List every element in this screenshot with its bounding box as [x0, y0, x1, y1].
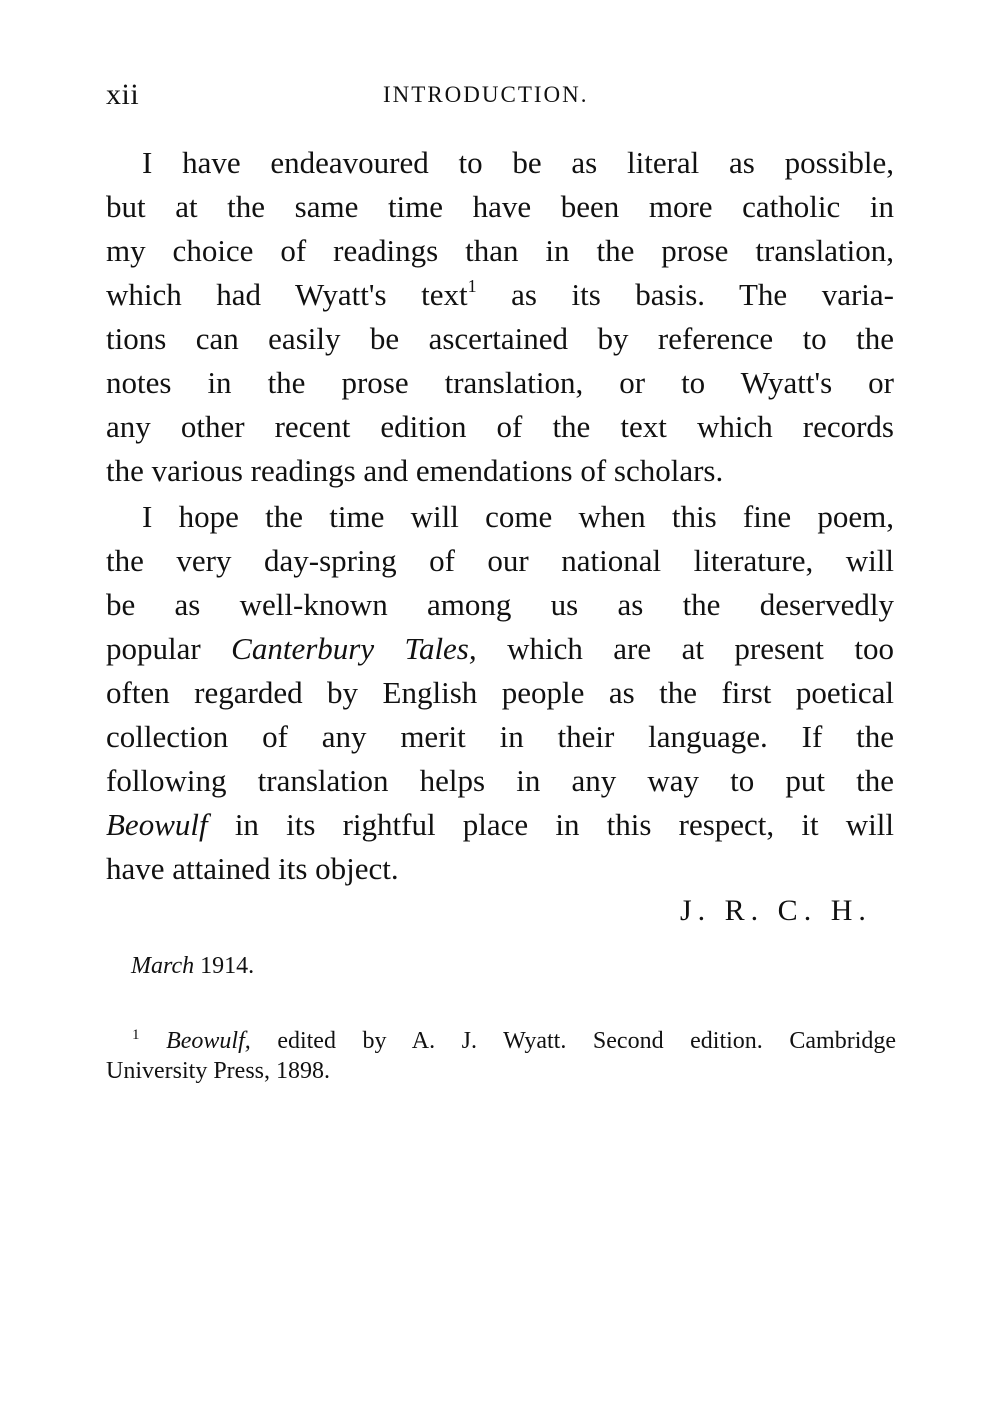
footnote: [106, 1026, 896, 1086]
body-text: [106, 141, 894, 891]
paragraph-2-line: the very day-spring of our national literature, will: [106, 543, 894, 578]
paragraph-2-line: I hope the time will come when this fine poem,: [142, 499, 894, 534]
paragraph-2-line: have attained its object.: [106, 851, 399, 886]
date-year: 1914.: [200, 953, 255, 979]
paragraph-1-line: I have endeavoured to be as literal as possible,: [142, 145, 894, 180]
text-fragment: popular: [106, 631, 201, 666]
paragraph-2-line: often regarded by English people as the first poetical: [106, 675, 894, 710]
paragraph-2-line: be as well-known among us as the deservedly: [106, 587, 894, 622]
paragraph-2-line: collection of any merit in their language. If the: [106, 719, 894, 754]
date-line: [131, 953, 254, 980]
italic-title: Beowulf,: [166, 1028, 251, 1054]
paragraph-1-line: any other recent edition of the text which records: [106, 409, 894, 444]
text-fragment: as its basis. The varia-: [511, 277, 895, 312]
paragraph-1-line: notes in the prose translation, or to Wyatt's or: [106, 365, 894, 400]
italic-title: Beowulf: [106, 807, 208, 842]
page-header: [106, 78, 896, 118]
footnote-line: University Press, 1898.: [106, 1058, 330, 1084]
author-initials: J. R. C. H.: [680, 894, 872, 927]
footnote-reference: 1: [467, 276, 477, 296]
paragraph-2-line: [106, 803, 894, 847]
italic-title: Canterbury Tales,: [231, 631, 477, 666]
paragraph-1-line: the various readings and emendations of scholars.: [106, 453, 724, 488]
running-head: INTRODUCTION.: [383, 82, 589, 107]
paragraph-1-line: tions can easily be ascertained by reference to the: [106, 321, 894, 356]
text-fragment: which had Wyatt's text: [106, 277, 468, 312]
footnote-line: [106, 1026, 896, 1056]
footnote-mark: 1: [132, 1027, 140, 1043]
date-month: March: [131, 953, 195, 979]
paragraph-1-line: but at the same time have been more catholic in: [106, 189, 894, 224]
paragraph-2-line: following translation helps in any way to put the: [106, 763, 894, 798]
page-number: xii: [106, 78, 140, 111]
text-fragment: in its rightful place in this respect, it will: [234, 807, 894, 842]
text-fragment: edited by A. J. Wyatt. Second edition. Cambridge: [277, 1028, 897, 1054]
paragraph-2-line: [106, 627, 894, 671]
paragraph-1-line: [106, 273, 894, 317]
text-fragment: which are at present too: [507, 631, 894, 666]
paragraph-1-line: my choice of readings than in the prose translation,: [106, 233, 894, 268]
